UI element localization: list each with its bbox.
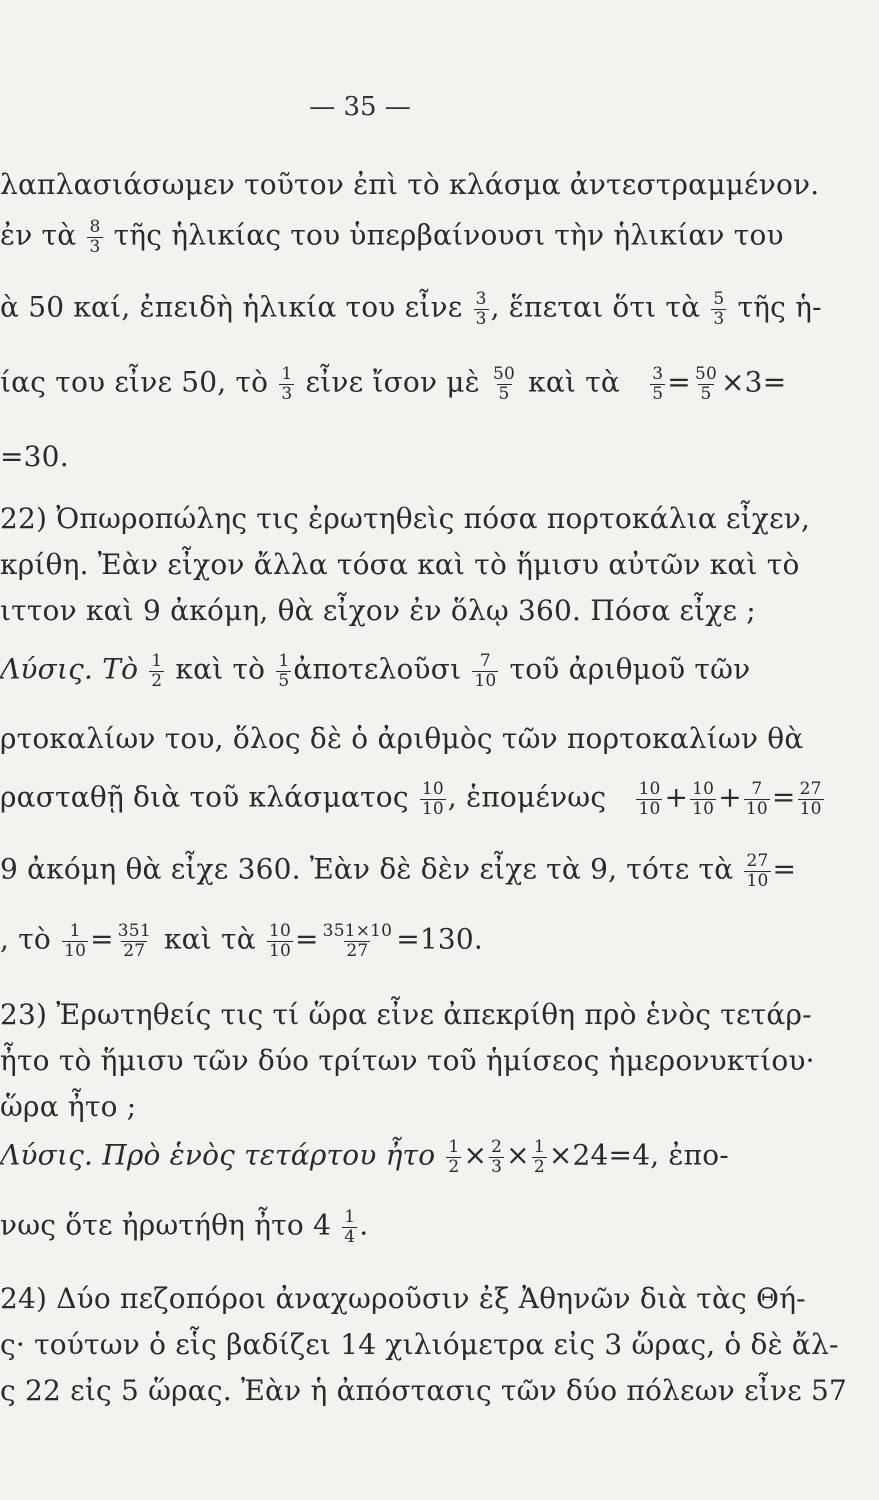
fraction: $\frac{27}{10}$: [799, 779, 822, 819]
fraction: $\frac{1}{3}$: [281, 364, 293, 404]
text-line: 9 ἀκόμη θὰ εἶχε 360. Ἐὰν δὲ δὲν εἶχε τὰ 9, τότε τὰ $\frac{27}{10}$ =: [0, 851, 797, 891]
text-line: ρτοκαλίων του, ὅλος δὲ ὁ ἀριθμὸς τῶν πορτοκαλίων θὰ: [0, 722, 804, 755]
fraction: $\frac{3}{3}$: [475, 289, 487, 329]
text-line: ὥρα ἦτο ;: [0, 1090, 137, 1123]
fraction: $\frac{1}{10}$: [64, 921, 87, 961]
text-line: ιττον καὶ 9 ἀκόμη, θὰ εἶχον ἐν ὅλῳ 360. Πόσα εἶχε ;: [0, 594, 756, 627]
text-line: 23) Ἐρωτηθείς τις τί ὥρα εἶνε ἀπεκρίθη πρὸ ἑνὸς τετάρ-: [0, 998, 812, 1031]
text-line: ς 22 εἰς 5 ὥρας. Ἐὰν ἡ ἀπόστασις τῶν δύο πόλεων εἶνε 57: [0, 1374, 848, 1407]
fraction: $\frac{351\times 10}{27}$: [322, 921, 393, 961]
text-line: ίας του εἶνε 50, τὸ $\frac{1}{3}$ εἶνε ἴσον μὲ $\frac{50}{5}$ καὶ τὰ $\frac{3}{5}$ = $\frac{50}{5}$ ×3=: [0, 364, 787, 404]
fraction: $\frac{7}{10}$: [474, 651, 497, 691]
text-line: ὰ 50 καί, ἐπειδὴ ἡλικία του εἶνε $\frac{3}{3}$ , ἕπεται ὅτι τὰ $\frac{5}{3}$ τῆς ἡ-: [0, 289, 822, 329]
fraction: $\frac{2}{3}$: [491, 1137, 503, 1177]
fraction: $\frac{351}{27}$: [117, 921, 151, 961]
text-line: ρασταθῇ διὰ τοῦ κλάσματος $\frac{10}{10}$ , ἑπομένως $\frac{10}{10}$ + $\frac{10}{10}$ + $\frac{7}{10}$ = $\frac{27}{10}$: [0, 779, 822, 819]
fraction: $\frac{10}{10}$: [638, 779, 661, 819]
text-line: λαπλασιάσωμεν τοῦτον ἐπὶ τὸ κλάσμα ἀντεστραμμένον.: [0, 168, 820, 201]
text-line: =30.: [0, 440, 69, 473]
page-number: — 35 —: [309, 92, 411, 122]
fraction: $\frac{1}{2}$: [533, 1137, 545, 1177]
fraction: $\frac{3}{5}$: [652, 364, 664, 404]
fraction: $\frac{10}{10}$: [692, 779, 715, 819]
fraction: $\frac{50}{5}$: [694, 364, 718, 404]
fraction: $\frac{1}{2}$: [151, 651, 163, 691]
text-line: 22) Ὀπωροπώλης τις ἐρωτηθεὶς πόσα πορτοκάλια εἶχεν,: [0, 502, 811, 535]
fraction: $\frac{10}{10}$: [421, 779, 444, 819]
fraction: $\frac{5}{3}$: [713, 289, 725, 329]
text-line: ἐν τὰ $\frac{8}{3}$ τῆς ἡλικίας του ὑπερβαίνουσι τὴν ἡλικίαν του: [0, 217, 784, 257]
text-line: ἦτο τὸ ἥμισυ τῶν δύο τρίτων τοῦ ἡμίσεος ἡμερονυκτίου·: [0, 1044, 815, 1077]
text-line: Λύσις. Τὸ $\frac{1}{2}$ καὶ τὸ $\frac{1}{5}$ ἀποτελοῦσι $\frac{7}{10}$ τοῦ ἀριθμοῦ τῶν: [0, 651, 751, 691]
fraction: $\frac{7}{10}$: [745, 779, 768, 819]
text-line: κρίθη. Ἐὰν εἶχον ἄλλα τόσα καὶ τὸ ἥμισυ αὐτῶν καὶ τὸ: [0, 548, 800, 581]
fraction: $\frac{10}{10}$: [268, 921, 291, 961]
text-line: νως ὅτε ἠρωτήθη ἦτο 4 $\frac{1}{4}$ .: [0, 1207, 369, 1247]
fraction: $\frac{8}{3}$: [89, 217, 101, 257]
fraction: $\frac{1}{4}$: [344, 1207, 356, 1247]
text-line: Λύσις. Πρὸ ἑνὸς τετάρτου ἦτο $\frac{1}{2}$ × $\frac{2}{3}$ × $\frac{1}{2}$ ×24=4, ἐπο-: [0, 1137, 729, 1177]
text-line: 24) Δύο πεζοπόροι ἀναχωροῦσιν ἐξ Ἀθηνῶν διὰ τὰς Θή-: [0, 1282, 806, 1315]
fraction: $\frac{27}{10}$: [746, 851, 769, 891]
text-line: , τὸ $\frac{1}{10}$ = $\frac{351}{27}$ καὶ τὰ $\frac{10}{10}$ = $\frac{351\times 10}{27}$ =130.: [0, 921, 484, 961]
fraction: $\frac{1}{2}$: [448, 1137, 460, 1177]
fraction: $\frac{50}{5}$: [493, 364, 516, 404]
text-line: ς· τούτων ὁ εἷς βαδίζει 14 χιλιόμετρα εἰς 3 ὥρας, ὁ δὲ ἄλ-: [0, 1328, 839, 1361]
fraction: $\frac{1}{5}$: [278, 651, 290, 691]
